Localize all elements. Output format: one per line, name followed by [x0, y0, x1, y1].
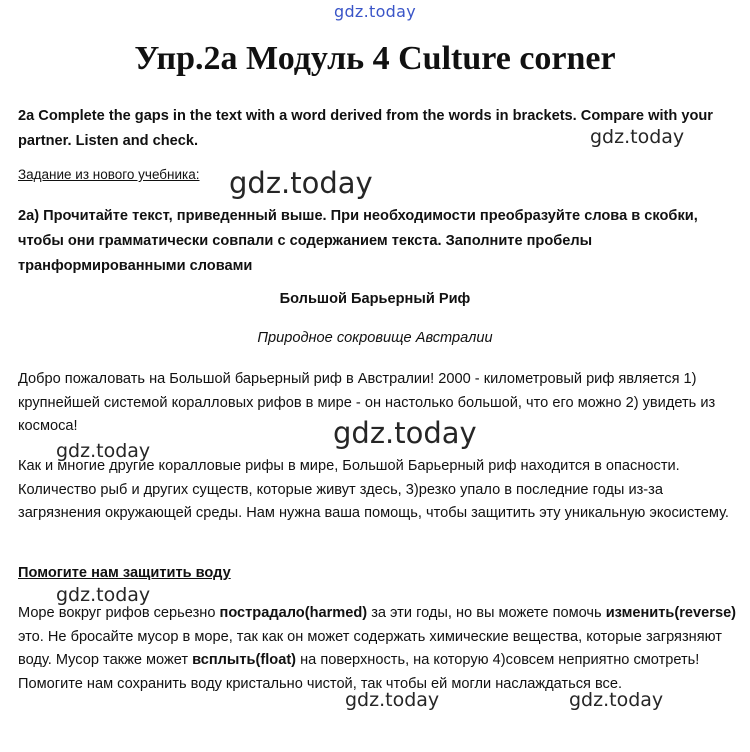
page-title: Упр.2а Модуль 4 Culture corner — [134, 40, 616, 77]
watermark-3: gdz.today — [333, 416, 477, 450]
watermark-7: gdz.today — [569, 689, 664, 711]
watermark-4: gdz.today — [56, 440, 151, 462]
task-english: 2a Complete the gaps in the text with a word derived from the words in brackets. Compare with your partner. Listen and check. — [18, 108, 713, 149]
watermark-top: gdz.today — [334, 2, 416, 21]
paragraph-3-text-4: на поверхность, на которую 4)совсем неприятно смотреть! Помогите нам сохранить воду кристально чистой, так чтобы ей могли наслаждаться все. — [18, 652, 700, 692]
watermark-5: gdz.today — [56, 584, 151, 606]
keyword-reverse: изменить(reverse) — [605, 605, 737, 621]
text-subtitle: Природное сокровище Австралии — [257, 330, 493, 346]
task-russian: 2а) Прочитайте текст, приведенный выше. При необходимости преобразуйте слова в скобки, чтобы они грамматически совпали с содержанием текста. Заполните пробелы транформированными словами — [18, 208, 698, 274]
new-textbook-label: Задание из нового учебника: — [18, 167, 200, 182]
section-heading: Помогите нам защитить воду — [18, 565, 231, 581]
paragraph-3-text-3: это. Не бросайте мусор в море, так как он может содержать химические вещества, которые загрязняют воду. Мусор также может — [18, 628, 722, 668]
paragraph-1: Добро пожаловать на Большой барьерный риф в Австралии! 2000 - километровый риф является 1) крупнейшей системой коралловых рифов в мире - он настолько большой, что его можно 2) увидеть из космоса! — [18, 371, 716, 434]
paragraph-3 — [18, 602, 740, 696]
keyword-harmed: пострадало(harmed) — [219, 605, 368, 621]
paragraph-2: Как и многие другие коралловые рифы в мире, Большой Барьерный риф находится в опасности. Количество рыб и других существ, которые живут здесь, 3)резко упало в последние годы из-за загрязнения окружающей среды. Нам нужна ваша помощь, чтобы защитить эту уникальную экосистему. — [18, 458, 729, 521]
watermark-1: gdz.today — [590, 126, 685, 148]
paragraph-3-text-2: за эти годы, но вы можете помочь — [367, 605, 606, 621]
watermark-2: gdz.today — [229, 166, 373, 200]
text-title: Большой Барьерный Риф — [279, 291, 471, 307]
watermark-6: gdz.today — [345, 689, 440, 711]
paragraph-3-text-1: Море вокруг рифов серьезно — [18, 605, 220, 621]
keyword-float: всплыть(float) — [192, 652, 297, 668]
